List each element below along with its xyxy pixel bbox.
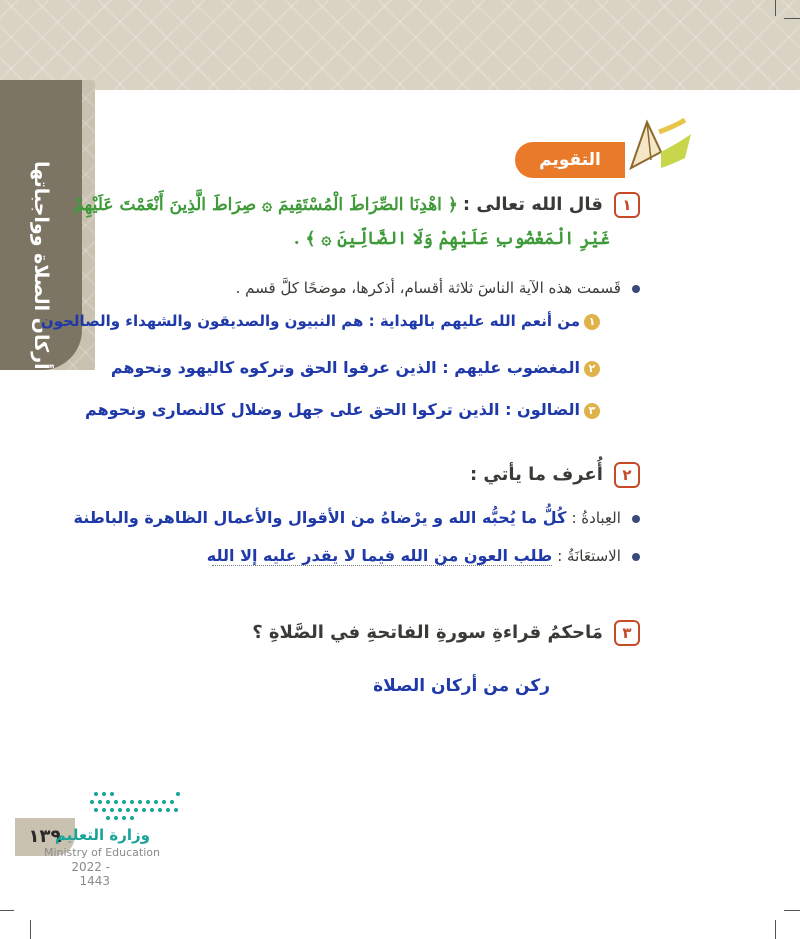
top-banner: [0, 0, 800, 90]
q1-verse-line1: ﴿ اهْدِنَا الصِّرَاطَ الْمُسْتَقِيمَ ۞ صِرَاطَ الَّذِينَ أَنْعَمْتَ عَلَيْهِمْ: [73, 195, 458, 215]
ministry-name: وزارة التعليم: [54, 826, 150, 844]
answer-badge: ١: [584, 314, 600, 330]
answer-badge: ٣: [584, 403, 600, 419]
q1-verse-line2: غَيْرِ الْمَغْضُوبِ عَلَيْهِمْ وَلَا الضَّالِّينَ ۞ ﴾ .: [293, 229, 610, 249]
q3-heading: [140, 620, 640, 646]
q3-answer: ركن من أركان الصلاة: [373, 676, 550, 696]
q1-answer-2: [10, 358, 600, 377]
crop-mark: [30, 920, 31, 939]
q3-number: ٣: [614, 620, 640, 646]
ministry-logo-icon: [88, 788, 183, 822]
page-number: ١٣٩: [28, 826, 62, 847]
answer-badge: ٢: [584, 361, 600, 377]
q2-term-1: العِبادةُ :: [571, 509, 621, 527]
crop-mark: [784, 910, 800, 911]
sidebar-title: أركان الصلاة وواجباتها: [30, 161, 52, 370]
edition-year: 2022 - 1443: [71, 860, 110, 888]
q1-line2: [50, 228, 610, 249]
evaluation-tab-label: التقويم: [539, 150, 601, 170]
q1-line1: [73, 192, 640, 218]
bullet: [632, 515, 640, 523]
q2-item-2: [40, 546, 640, 566]
q1-prompt: قَسمت هذه الآية الناسَ ثلاثة أقسام، أذكرها، موضحًا كلَّ قسم .: [235, 279, 621, 297]
q2-answer-2: طلب العون من الله فيما لا يقدر عليه إلا الله: [206, 546, 553, 565]
q1-number: ١: [614, 192, 640, 218]
pen-icon: [625, 112, 695, 176]
crop-mark: [775, 0, 776, 16]
bullet: [632, 285, 640, 293]
q1-intro: قال الله تعالى :: [462, 194, 603, 215]
bullet: [632, 553, 640, 561]
evaluation-tab: [515, 142, 625, 178]
q1-answer-3: [10, 400, 600, 419]
crop-mark: [775, 920, 776, 939]
q2-number: ٢: [614, 462, 640, 488]
crop-mark: [0, 910, 14, 911]
q3-title: مَاحكمُ قراءةِ سورةِ الفاتحةِ في الصَّلاةِ ؟: [252, 622, 603, 643]
crop-mark: [784, 18, 800, 19]
q1-answer-3-text: الضالون : الذين تركوا الحق على جهل وضلال كالنصارى ونحوهم: [85, 400, 580, 419]
q2-heading: [140, 462, 640, 488]
q1-answer-1-text: من أنعم الله عليهم بالهداية : هم النبيون والصديقون والشهداء والصالحون: [40, 312, 580, 330]
q2-term-2: الاستعَانَةُ :: [557, 547, 621, 565]
q2-title: أُعرف ما يأتي :: [469, 464, 603, 485]
q1-answer-1: [10, 312, 600, 330]
ministry-name-en: Ministry of Education: [43, 846, 160, 859]
q1-prompt-line: [80, 278, 640, 297]
q1-answer-2-text: المغضوب عليهم : الذين عرفوا الحق وتركوه كاليهود ونحوهم: [110, 358, 580, 377]
q2-answer-1: كُلُّ ما يُحبُّه الله و يرْضاهُ من الأقوال والأعمال الظاهرة والباطنة: [73, 508, 567, 527]
q2-item-1: [40, 508, 640, 527]
